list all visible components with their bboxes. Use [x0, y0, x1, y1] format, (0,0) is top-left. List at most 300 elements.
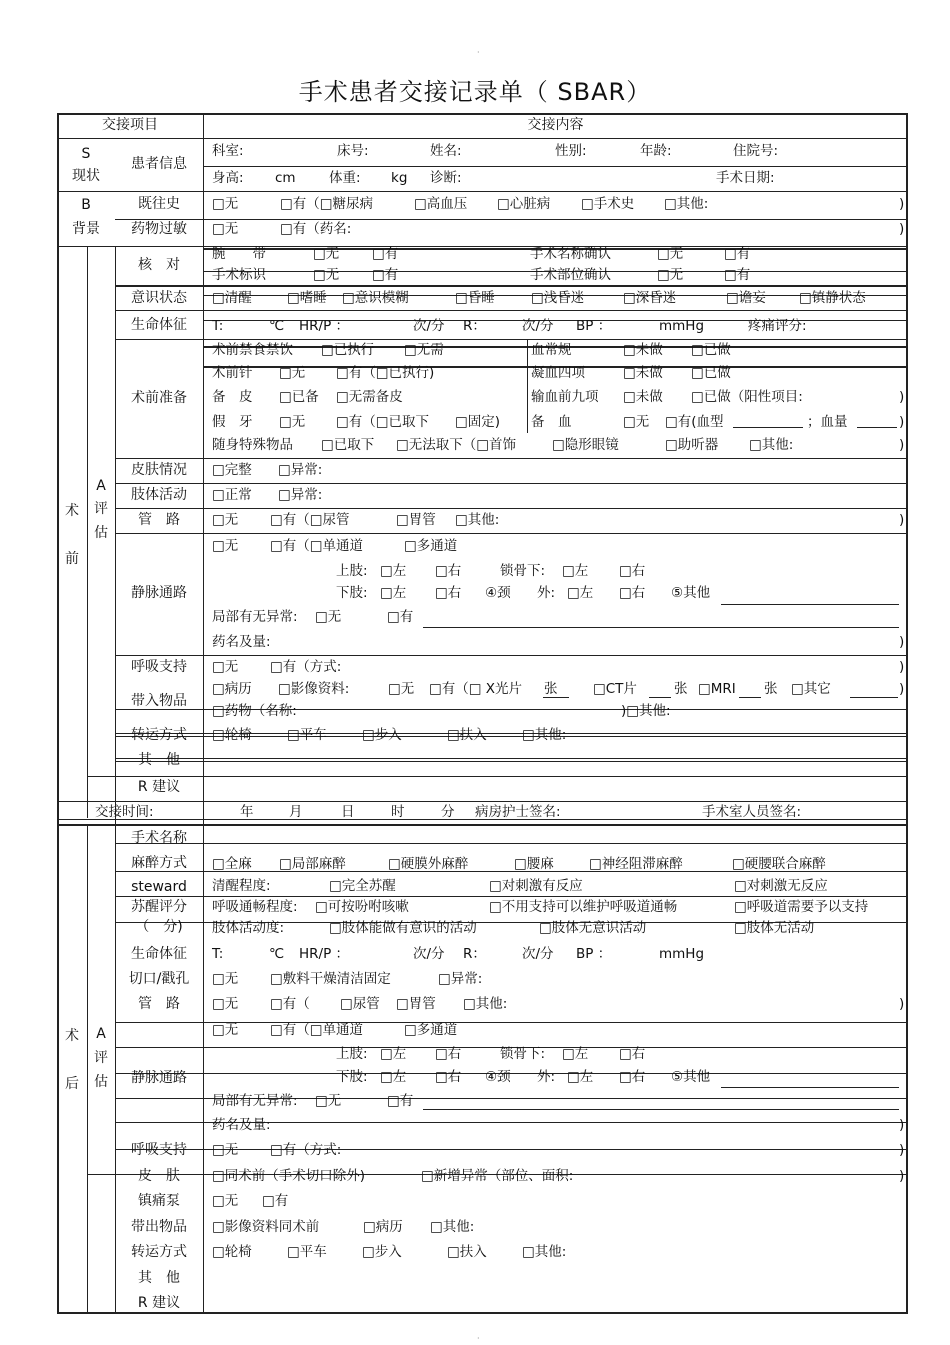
steward-option: □呼吸道需要予以支持: [734, 899, 869, 915]
prep-field: □助听器: [665, 437, 719, 453]
tube-option: □胃管: [396, 512, 436, 528]
anes-option: □硬膜外麻醉: [388, 856, 469, 872]
tube-post-option: □尿管: [340, 996, 380, 1012]
bring-option: □病历: [212, 681, 252, 697]
bring-option: □影像资料:: [278, 681, 350, 697]
table-rule: [115, 508, 908, 509]
section-post-a: 评: [94, 1050, 108, 1066]
conscious-option: □深昏迷: [623, 290, 677, 306]
fill-line[interactable]: [543, 697, 569, 698]
fill-line[interactable]: [649, 697, 671, 698]
section-pre-a: 评: [94, 501, 108, 517]
patient-field: 年龄:: [640, 143, 672, 159]
history-label: 既往史: [138, 196, 180, 212]
iv-option: □右: [435, 585, 462, 601]
prep-field: □已做: [691, 365, 731, 381]
section-post-a: 估: [94, 1074, 108, 1090]
patient-field: 身高:: [212, 170, 244, 186]
steward-option: □肢体无活动: [734, 920, 815, 936]
table-rule: [57, 824, 908, 826]
handover-form: [57, 113, 908, 1313]
out-label: 带出物品: [131, 1219, 187, 1235]
limb-option: □异常:: [278, 487, 323, 503]
patient-field: 姓名:: [430, 143, 462, 159]
tube-post-option: □其他:: [463, 996, 508, 1012]
transport-option: □步入: [362, 727, 402, 743]
fill-line[interactable]: [850, 697, 898, 698]
vital-field: mmHg: [659, 318, 705, 334]
history-option: □无: [212, 196, 239, 212]
iv-post-option: 锁骨下:: [500, 1046, 546, 1062]
allergy-option: ): [899, 221, 905, 237]
iv-option: ⑤其他: [671, 585, 711, 601]
bring-option: □MRI: [698, 681, 736, 697]
iv-post-option: □左: [562, 1046, 589, 1062]
tube-post-option: ): [899, 996, 905, 1012]
steward-option: □肢体无意识活动: [539, 920, 647, 936]
fill-line[interactable]: [733, 427, 803, 428]
prep-field: □已取下: [321, 437, 375, 453]
section-pre-a: 估: [94, 525, 108, 541]
iv-post-option: □右: [619, 1046, 646, 1062]
breath-label: 呼吸支持: [131, 659, 187, 675]
vital-post-field: BP ：: [576, 946, 612, 962]
iv-post-option: 外:: [537, 1069, 556, 1085]
section-post-name: 术: [65, 1028, 79, 1044]
iv-option: □左: [562, 563, 589, 579]
anes-option: □神经阻滞麻醉: [589, 856, 683, 872]
check-option: □无: [313, 246, 340, 262]
iv-post-option: □无: [212, 1022, 239, 1038]
bring-option: □药物（名称:: [212, 703, 297, 719]
prep-field: 备 皮: [212, 389, 253, 405]
conscious-option: □意识模糊: [342, 290, 409, 306]
iv-post-option: □右: [435, 1069, 462, 1085]
fill-line[interactable]: [423, 627, 899, 628]
history-option: □心脏病: [497, 196, 551, 212]
iv-option: □有: [387, 609, 414, 625]
skin-option: □完整: [212, 462, 252, 478]
table-rule: [57, 246, 908, 247]
prep-field: 血常规: [531, 342, 572, 358]
out-option: □病历: [363, 1219, 403, 1235]
patient-field: cm: [275, 170, 296, 186]
fill-line[interactable]: [857, 427, 897, 428]
prep-field: □有（□已执行): [336, 365, 435, 381]
prep-label: 术前准备: [131, 390, 187, 406]
tube-option: ): [899, 512, 905, 528]
prep-field: 术前针: [212, 365, 253, 381]
incision-option: □敷料干燥清洁固定: [270, 971, 391, 987]
iv-post-option: ⑤其他: [671, 1069, 711, 1085]
conscious-option: □浅昏迷: [531, 290, 585, 306]
incision-option: □无: [212, 971, 239, 987]
bring-option: )□其他:: [621, 703, 671, 719]
tube-option: □其他:: [455, 512, 500, 528]
iv-option: 外:: [537, 585, 556, 601]
breath-post-label: 呼吸支持: [131, 1142, 187, 1158]
transport-post-option: □步入: [362, 1244, 402, 1260]
breath-option: ): [899, 659, 905, 675]
fill-line[interactable]: [739, 697, 761, 698]
vital-label: 生命体征: [131, 317, 187, 333]
patient-info-label: 患者信息: [131, 156, 187, 172]
prep-field: ；血量: [807, 414, 848, 430]
incision-label: 切口/戳孔: [128, 971, 190, 987]
transport-option: □扶入: [447, 727, 487, 743]
limb-label: 肢体活动: [131, 487, 187, 503]
iv-option: □无: [315, 609, 342, 625]
section-pre-name: 前: [65, 551, 79, 567]
handover-field: 手术室人员签名:: [702, 804, 802, 820]
iv-post-option: ④颈: [485, 1069, 511, 1085]
pump-option: □无: [212, 1193, 239, 1209]
check-option: □有: [724, 267, 751, 283]
transport-post-option: □扶入: [447, 1244, 487, 1260]
prep-field: □无需备皮: [336, 389, 403, 405]
iv-option: 上肢:: [336, 563, 368, 579]
check-label: 核 对: [138, 257, 180, 273]
skin-post-option: □同术前（手术切口除外): [212, 1168, 366, 1184]
vital-field: R：: [463, 318, 486, 334]
table-rule: [115, 483, 908, 484]
tube-post-option: □胃管: [396, 996, 436, 1012]
bring-option: 张: [674, 681, 688, 697]
steward-option: □对刺激有反应: [489, 878, 583, 894]
check-option: □无: [657, 267, 684, 283]
handover-field: 病房护士签名:: [475, 804, 561, 820]
prep-field: □无需: [404, 342, 444, 358]
iv-post-label: 静脉通路: [131, 1070, 187, 1086]
prep-field: □未做: [623, 389, 663, 405]
prep-field: □未做: [623, 342, 663, 358]
pump-label: 镇痛泵: [138, 1193, 180, 1209]
conscious-label: 意识状态: [131, 290, 187, 306]
section-b-name: 背景: [72, 221, 100, 237]
history-option: ): [899, 196, 905, 212]
table-rule: [115, 458, 908, 459]
table-rule: [87, 825, 88, 1313]
form-title: 手术患者交接记录单（ SBAR）: [298, 78, 652, 106]
fill-line[interactable]: [721, 604, 899, 605]
section-s-name: 现状: [72, 168, 100, 184]
iv-option: 局部有无异常:: [212, 609, 298, 625]
steward-option: □对刺激无反应: [734, 878, 828, 894]
vital-field: 疼痛评分:: [748, 318, 807, 334]
table-rule: [115, 219, 908, 220]
skin-label: 皮肤情况: [131, 462, 187, 478]
vital-post-field: R：: [463, 946, 486, 962]
skin-option: □异常:: [278, 462, 323, 478]
vital-field: ℃: [269, 318, 285, 334]
iv-option: □右: [619, 585, 646, 601]
r-suggest-label: R 建议: [137, 779, 181, 795]
prep-field: □隐形眼镜: [552, 437, 619, 453]
check-option: □有: [372, 246, 399, 262]
patient-field: 手术日期:: [716, 170, 775, 186]
section-b-letter: B: [81, 197, 91, 213]
anes-option: □腰麻: [514, 856, 554, 872]
section-post-name: 后: [65, 1076, 79, 1092]
table-rule: [57, 138, 908, 139]
table-rule: [115, 896, 908, 897]
steward-option: 肢体活动度:: [212, 920, 285, 936]
limb-option: □正常: [212, 487, 252, 503]
prep-field: □有（□已取下: [336, 414, 430, 430]
pump-option: □有: [262, 1193, 289, 1209]
iv-option: □右: [619, 563, 646, 579]
bring-option: □有（□ X光片: [429, 681, 523, 697]
table-rule: [115, 285, 908, 287]
patient-field: 诊断:: [430, 170, 462, 186]
iv-post-option: □多通道: [404, 1022, 458, 1038]
iv-post-option: 上肢:: [336, 1046, 368, 1062]
section-pre-name: 术: [65, 503, 79, 519]
prep-field: □无: [279, 414, 306, 430]
conscious-option: □清醒: [212, 290, 252, 306]
handover-field: 年: [240, 804, 254, 820]
page-dot-bottom: ·: [477, 1334, 480, 1343]
vital-post-field: HR/P ：: [299, 946, 350, 962]
iv-option: □左: [380, 563, 407, 579]
prep-field: 随身特殊物品: [212, 437, 293, 453]
prep-field: □固定): [455, 414, 501, 430]
bring-option: □其它: [791, 681, 831, 697]
anes-option: □局部麻醉: [279, 856, 346, 872]
iv-post-option: □左: [380, 1069, 407, 1085]
patient-field: 科室:: [212, 143, 244, 159]
vital-field: HR/P ：: [299, 318, 350, 334]
patient-field: 性别:: [555, 143, 587, 159]
prep-field: 凝血四项: [531, 365, 585, 381]
breath-option: □无: [212, 659, 239, 675]
table-rule: [57, 191, 908, 192]
steward-option: 呼吸通畅程度:: [212, 899, 298, 915]
allergy-option: □有（药名:: [280, 221, 352, 237]
allergy-label: 药物过敏: [131, 221, 187, 237]
bring-label: 带入物品: [131, 693, 187, 709]
prep-field: □未做: [623, 365, 663, 381]
vital-post-field: mmHg: [659, 946, 705, 962]
steward-option: □可按吩咐咳嗽: [315, 899, 409, 915]
iv-post-option: □右: [619, 1069, 646, 1085]
iv-post-option: 局部有无异常:: [212, 1093, 298, 1109]
prep-field: □有(血型: [665, 414, 724, 430]
prep-field: 术前禁食禁饮: [212, 342, 293, 358]
header-content: 交接内容: [527, 117, 584, 133]
allergy-option: □无: [212, 221, 239, 237]
breath-post-option: ): [899, 1142, 905, 1158]
iv-option: □左: [380, 585, 407, 601]
transport-post-option: □平车: [287, 1244, 327, 1260]
patient-field: 床号:: [337, 143, 369, 159]
handover-field: 月: [289, 804, 303, 820]
out-option: □影像资料同术前: [212, 1219, 320, 1235]
table-rule: [115, 1073, 908, 1074]
bring-option: □无: [388, 681, 415, 697]
table-rule: [115, 655, 908, 656]
iv-option: 药名及量:: [212, 634, 271, 650]
iv-post-option: □有: [387, 1093, 414, 1109]
prep-field: 假 牙: [212, 414, 253, 430]
table-rule: [203, 166, 908, 167]
vital-post-label: 生命体征: [131, 946, 187, 962]
check-option: □有: [724, 246, 751, 262]
out-option: □其他:: [430, 1219, 475, 1235]
steward-option: □不用支持可以维护呼吸道通畅: [489, 899, 678, 915]
iv-option: □右: [435, 563, 462, 579]
other-label: 其 他: [138, 752, 180, 768]
table-rule: [203, 113, 204, 1313]
transport-post-option: □其他:: [522, 1244, 567, 1260]
handover-field: 分: [441, 804, 455, 820]
vital-field: 次/分: [413, 318, 445, 334]
prep-field: □其他:: [749, 437, 794, 453]
check-option: 手术名称确认: [530, 246, 611, 262]
prep-field: □已执行: [321, 342, 375, 358]
header-item: 交接项目: [102, 117, 158, 133]
iv-post-option: □有（□单通道: [270, 1022, 364, 1038]
bring-option: ): [899, 681, 905, 697]
tube-option: □有（□尿管: [270, 512, 350, 528]
prep-field: ): [899, 389, 905, 405]
table-rule: [115, 310, 908, 311]
iv-option: □无: [212, 538, 239, 554]
iv-option: □多通道: [404, 538, 458, 554]
vital-field: T:: [212, 318, 224, 334]
handover-field: 交接时间:: [95, 804, 154, 820]
breath-post-option: □无: [212, 1142, 239, 1158]
transport-option: □平车: [287, 727, 327, 743]
section-post-a: A: [96, 1026, 106, 1042]
handover-field: 日: [341, 804, 355, 820]
table-rule: [115, 339, 908, 340]
steward-option: 清醒程度:: [212, 878, 271, 894]
vital-field: BP ：: [576, 318, 612, 334]
prep-field: □已做: [691, 342, 731, 358]
transport-option: □其他:: [522, 727, 567, 743]
prep-field: 输血前九项: [531, 389, 599, 405]
r-suggest-post-label: R 建议: [137, 1295, 181, 1311]
vital-post-field: T:: [212, 946, 224, 962]
table-rule: [115, 761, 908, 762]
history-option: □有（□糖尿病: [280, 196, 374, 212]
fill-line[interactable]: [423, 1109, 899, 1110]
section-pre-a: A: [96, 478, 106, 494]
prep-field: □无: [623, 414, 650, 430]
iv-post-option: □左: [380, 1046, 407, 1062]
vital-field: 次/分: [522, 318, 554, 334]
table-rule: [527, 340, 528, 433]
skin-post-label: 皮 肤: [138, 1168, 180, 1184]
iv-post-option: 下肢:: [336, 1069, 368, 1085]
iv-option: 锁骨下:: [500, 563, 546, 579]
check-option: □无: [313, 267, 340, 283]
iv-option: □左: [567, 585, 594, 601]
fill-line[interactable]: [721, 1087, 899, 1088]
table-rule: [115, 533, 908, 534]
check-option: 手术标识: [212, 267, 266, 283]
tube-post-option: □无: [212, 996, 239, 1012]
vital-post-field: 次/分: [522, 946, 554, 962]
anes-option: □硬腰联合麻醉: [732, 856, 826, 872]
check-option: □无: [657, 246, 684, 262]
table-rule: [115, 843, 908, 844]
skin-post-option: ): [899, 1168, 905, 1184]
anes-option: □全麻: [212, 856, 252, 872]
page-dot: ·: [477, 48, 480, 57]
iv-post-option: □左: [567, 1069, 594, 1085]
iv-option: 下肢:: [336, 585, 368, 601]
prep-field: ): [899, 437, 905, 453]
history-option: □手术史: [581, 196, 635, 212]
skin-post-option: □新增异常（部位、面积:: [421, 1168, 574, 1184]
iv-post-option: 药名及量:: [212, 1117, 271, 1133]
tube-post-label: 管 路: [138, 996, 180, 1012]
conscious-option: □嗜睡: [287, 290, 327, 306]
conscious-option: □镇静状态: [799, 290, 866, 306]
patient-field: 体重:: [329, 170, 361, 186]
conscious-option: □昏睡: [455, 290, 495, 306]
iv-label: 静脉通路: [131, 585, 187, 601]
patient-field: 住院号:: [733, 143, 779, 159]
vital-post-field: 次/分: [413, 946, 445, 962]
check-option: □有: [372, 267, 399, 283]
prep-field: □已备: [279, 389, 319, 405]
check-option: 腕 带: [212, 246, 266, 262]
op-name-label: 手术名称: [131, 830, 187, 846]
table-rule: [87, 776, 908, 777]
bring-option: □CT片: [593, 681, 637, 697]
incision-option: □异常:: [438, 971, 483, 987]
prep-field: ): [899, 414, 905, 430]
tube-option: □无: [212, 512, 239, 528]
anes-label: 麻醉方式: [131, 855, 187, 871]
history-option: □高血压: [414, 196, 468, 212]
vital-post-field: ℃: [269, 946, 285, 962]
steward-option: □肢体能做有意识的活动: [329, 920, 477, 936]
breath-option: □有（方式:: [270, 659, 342, 675]
steward-option: □完全苏醒: [329, 878, 396, 894]
iv-option: ): [899, 634, 905, 650]
iv-option: □有（□单通道: [270, 538, 364, 554]
tube-post-option: □有（: [270, 996, 310, 1012]
breath-post-option: □有（方式:: [270, 1142, 342, 1158]
handover-field: 时: [391, 804, 405, 820]
prep-field: 备 血: [531, 414, 572, 430]
iv-post-option: □右: [435, 1046, 462, 1062]
steward-label: 苏醒评分: [131, 899, 187, 915]
check-option: 手术部位确认: [530, 267, 611, 283]
patient-field: kg: [391, 170, 408, 186]
tube-label: 管 路: [138, 512, 180, 528]
transport-option: □轮椅: [212, 727, 252, 743]
other-post-label: 其 他: [138, 1270, 180, 1286]
iv-post-option: □无: [315, 1093, 342, 1109]
transport-label: 转运方式: [131, 727, 187, 743]
bring-option: 张: [764, 681, 778, 697]
transport-post-label: 转运方式: [131, 1244, 187, 1260]
transport-post-option: □轮椅: [212, 1244, 252, 1260]
iv-option: ④颈: [485, 585, 511, 601]
bring-option: 张: [544, 681, 558, 697]
conscious-option: □谵妄: [726, 290, 766, 306]
steward-label: （ 分): [135, 919, 183, 935]
steward-label: steward: [131, 879, 187, 895]
prep-field: □已做（阳性项目:: [691, 389, 803, 405]
iv-post-option: ): [899, 1117, 905, 1133]
section-s-letter: S: [81, 146, 91, 162]
